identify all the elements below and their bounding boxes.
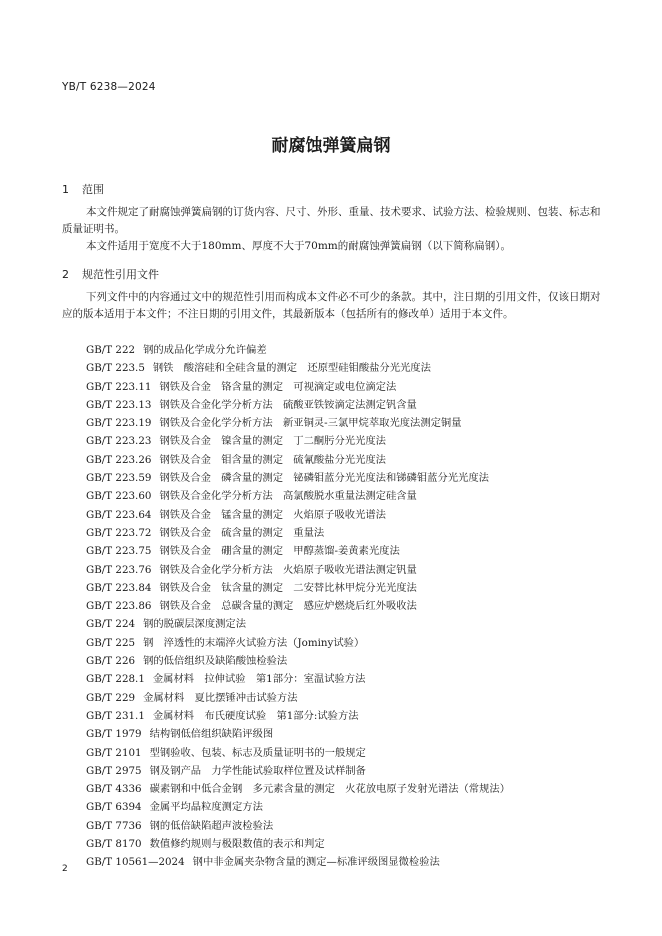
reference-item: [86, 689, 606, 707]
reference-title: 钢的低倍缺陷超声波检验法: [149, 819, 274, 832]
reference-item: [86, 341, 606, 359]
reference-code: GB/T 1979: [86, 728, 142, 741]
reference-item: [86, 396, 606, 414]
reference-title: 钢铁及合金 钛含量的测定 二安替比林甲烷分光光度法: [159, 581, 417, 594]
reference-code: GB/T 228.1: [86, 673, 145, 686]
reference-item: [86, 432, 606, 450]
reference-code: GB/T 225: [86, 636, 136, 649]
reference-code: GB/T 229: [86, 691, 136, 704]
reference-item: [86, 524, 606, 542]
page-number: 2: [62, 864, 68, 874]
section-2-heading: [62, 266, 159, 282]
section-2-intro: 下列文件中的内容通过文中的规范性引用而构成本文件必不可少的条款。其中，注日期的引用文件，仅该日期对应的版本适用于本文件；不注日期的引用文件，其最新版本（包括所有的修改单）适用于本文件。: [62, 291, 601, 320]
reference-code: GB/T 223.13: [86, 398, 152, 411]
reference-code: GB/T 223.5: [86, 362, 145, 375]
section-2-title: 规范性引用文件: [82, 268, 159, 281]
reference-title: 型钢验收、包装、标志及质量证明书的一般规定: [149, 746, 366, 759]
reference-title: 钢铁及合金 钼含量的测定 硫氰酸盐分光光度法: [159, 453, 386, 466]
section-2-number: 2: [62, 268, 69, 281]
reference-title: 钢的低倍组织及缺陷酸蚀检验法: [143, 655, 288, 668]
section-1-number: 1: [62, 183, 69, 196]
reference-title: 钢铁及合金 铬含量的测定 可视滴定或电位滴定法: [159, 380, 397, 393]
reference-code: GB/T 223.72: [86, 526, 152, 539]
reference-code: GB/T 223.59: [86, 472, 152, 485]
document-title: 耐腐蚀弹簧扁钢: [271, 136, 391, 156]
reference-item: [86, 762, 606, 780]
reference-title: 结构钢低倍组织缺陷评级图: [149, 728, 274, 741]
reference-list: [86, 341, 606, 872]
reference-title: 钢的脱碳层深度测定法: [143, 618, 247, 631]
reference-code: GB/T 223.75: [86, 545, 152, 558]
section-1-title: 范围: [82, 183, 104, 196]
reference-title: 碳素钢和中低合金钢 多元素含量的测定 火花放电原子发射光谱法（常规法）: [149, 783, 510, 796]
reference-code: GB/T 10561—2024: [86, 856, 185, 869]
reference-item: [86, 798, 606, 816]
reference-item: [86, 835, 606, 853]
reference-code: GB/T 2101: [86, 746, 142, 759]
reference-title: 钢铁及合金化学分析方法 硫酸亚铁铵滴定法测定钒含量: [159, 398, 417, 411]
reference-item: [86, 469, 606, 487]
reference-code: GB/T 223.26: [86, 453, 152, 466]
reference-title: 金属材料 夏比摆锤冲击试验方法: [143, 691, 298, 704]
reference-code: GB/T 223.23: [86, 435, 152, 448]
reference-item: [86, 670, 606, 688]
reference-title: 钢的成品化学成分允许偏差: [143, 344, 267, 356]
reference-item: [86, 615, 606, 633]
reference-item: [86, 561, 606, 579]
reference-code: GB/T 223.19: [86, 417, 152, 430]
reference-title: 钢铁及合金 锰含量的测定 火焰原子吸收光谱法: [159, 508, 386, 521]
reference-item: [86, 817, 606, 835]
reference-title: 金属平均晶粒度测定方法: [149, 801, 263, 814]
reference-title: 钢铁及合金化学分析方法 火焰原子吸收光谱法测定钒量: [159, 563, 417, 576]
reference-title: 钢铁 酸溶硅和全硅含量的测定 还原型硅钼酸盐分光光度法: [152, 362, 431, 375]
reference-title: 钢铁及合金 镍含量的测定 丁二酮肟分光光度法: [159, 435, 386, 448]
standard-code: YB/T 6238—2024: [62, 81, 156, 93]
reference-title: 金属材料 布氏硬度试验 第1部分:试验方法: [152, 709, 359, 722]
reference-title: 钢中非金属夹杂物含量的测定—标准评级图显微检验法: [192, 856, 440, 869]
reference-item: [86, 634, 606, 652]
reference-title: 钢铁及合金化学分析方法 新亚铜灵-三氯甲烷萃取光度法测定铜量: [159, 417, 462, 430]
reference-item: [86, 542, 606, 560]
reference-item: [86, 487, 606, 505]
reference-item: [86, 707, 606, 725]
reference-code: GB/T 6394: [86, 801, 142, 814]
reference-item: [86, 652, 606, 670]
reference-title: 钢铁及合金 总碳含量的测定 感应炉燃烧后红外吸收法: [159, 600, 417, 613]
reference-code: GB/T 223.60: [86, 490, 152, 503]
reference-code: GB/T 223.84: [86, 581, 152, 594]
reference-title: 数值修约规则与极限数值的表示和判定: [149, 838, 325, 851]
reference-code: GB/T 222: [86, 344, 136, 356]
section-1-heading: [62, 181, 104, 197]
reference-code: GB/T 2975: [86, 764, 142, 777]
reference-title: 钢及钢产品 力学性能试验取样位置及试样制备: [149, 764, 366, 777]
reference-item: [86, 597, 606, 615]
reference-title: 钢 淬透性的末端淬火试验方法（Jominy试验）: [143, 636, 365, 649]
reference-item: [86, 359, 606, 377]
reference-item: [86, 579, 606, 597]
reference-code: GB/T 231.1: [86, 709, 145, 722]
reference-item: [86, 853, 606, 871]
section-1-para-2: 本文件适用于宽度不大于180mm、厚度不大于70mm的耐腐蚀弹簧扁钢（以下简称扁钢）。: [86, 240, 511, 252]
reference-item: [86, 780, 606, 798]
reference-code: GB/T 226: [86, 655, 136, 668]
section-1-para-1: 本文件规定了耐腐蚀弹簧扁钢的订货内容、尺寸、外形、重量、技术要求、试验方法、检验规则、包装、标志和质量证明书。: [62, 206, 601, 235]
reference-code: GB/T 4336: [86, 783, 142, 796]
reference-title: 钢铁及合金 硼含量的测定 甲醇蒸馏-姜黄素光度法: [159, 545, 400, 558]
reference-code: GB/T 223.11: [86, 380, 152, 393]
reference-item: [86, 414, 606, 432]
reference-item: [86, 506, 606, 524]
reference-code: GB/T 223.76: [86, 563, 152, 576]
reference-code: GB/T 223.64: [86, 508, 152, 521]
reference-code: GB/T 224: [86, 618, 136, 631]
reference-item: [86, 744, 606, 762]
reference-item: [86, 378, 606, 396]
reference-title: 钢铁及合金 硫含量的测定 重量法: [159, 526, 325, 539]
reference-item: [86, 451, 606, 469]
reference-title: 金属材料 拉伸试验 第1部分：室温试验方法: [152, 673, 366, 686]
reference-title: 钢铁及合金 磷含量的测定 铋磷钼蓝分光光度法和锑磷钼蓝分光光度法: [159, 472, 489, 485]
reference-title: 钢铁及合金化学分析方法 高氯酸脱水重量法测定硅含量: [159, 490, 417, 503]
reference-code: GB/T 223.86: [86, 600, 152, 613]
reference-code: GB/T 7736: [86, 819, 142, 832]
reference-code: GB/T 8170: [86, 838, 142, 851]
reference-item: [86, 725, 606, 743]
